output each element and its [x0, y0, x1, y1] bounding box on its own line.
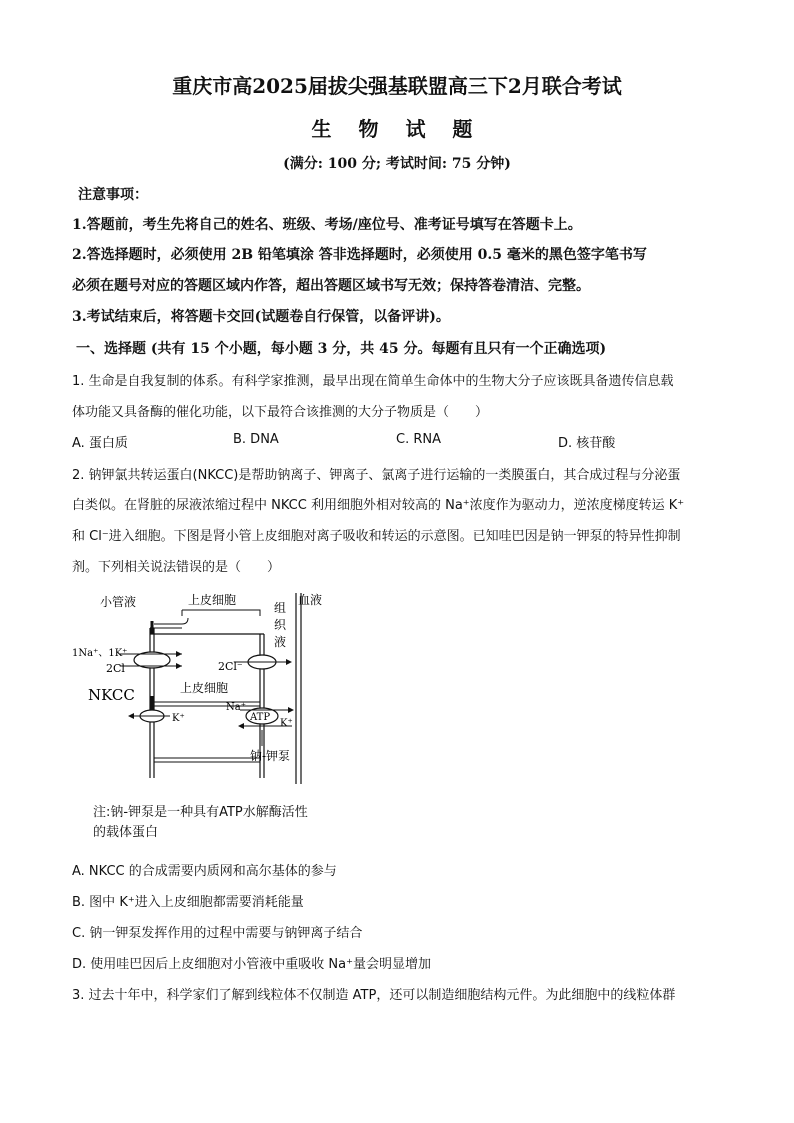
q1-line-1: 1. 生命是自我复制的体系。有科学家推测，最早出现在简单生命体中的生物大分子应该既具备遗传信息载 [72, 374, 674, 389]
label-atp: ATP [250, 712, 271, 723]
q1-line-2: 体功能又具备酶的催化功能，以下最符合该推测的大分子物质是（ ） [72, 405, 489, 420]
exam-title: 重庆市高2025届拔尖强基联盟高三下2月联合考试 [172, 74, 622, 98]
label-nkcc: NKCC [88, 686, 135, 704]
figure-note-2: 的载体蛋白 [93, 825, 159, 840]
label-pump: 钠-钾泵 [250, 749, 291, 763]
label-blood: 血液 [298, 593, 323, 607]
notice-item-2-cont: 必须在题号对应的答题区域内作答，超出答题区域书写无效；保持答卷清洁、完整。 [72, 278, 590, 294]
label-cl-in: 2Cl⁻ [106, 662, 131, 675]
q1-option-b: B. DNA [233, 432, 279, 447]
q2-line-1: 2. 钠钾氯共转运蛋白(NKCC)是帮助钠离子、钾离子、氯离子进行运输的一类膜蛋白，其合成过程与分泌蛋 [72, 468, 681, 483]
q3-line-1: 3. 过去十年中，科学家们了解到线粒体不仅制造 ATP，还可以制造细胞结构元件。为此细胞中的线粒体群 [72, 988, 676, 1003]
notice-item-2: 2.答选择题时，必须使用 2B 铅笔填涂 答非选择题时，必须使用 0.5 毫米的黑色签字笔书写 [72, 247, 647, 263]
label-k-out: K⁺ [172, 713, 185, 724]
label-epi-top: 上皮细胞 [188, 593, 237, 607]
q2-option-c: C. 钠一钾泵发挥作用的过程中需要与钠钾离子结合 [72, 926, 363, 941]
figure-note-1: 注:钠-钾泵是一种具有ATP水解酶活性 [93, 805, 308, 820]
notice-item-1: 1.答题前，考生先将自己的姓名、班级、考场/座位号、准考证号填写在答题卡上。 [72, 217, 582, 233]
label-tissue-2: 织 [274, 618, 287, 632]
label-k-in: K⁺ [280, 718, 293, 729]
subject-title: 生 物 试 题 [311, 117, 483, 141]
q1-option-a: A. 蛋白质 [72, 436, 128, 451]
notice-heading: 注意事项： [78, 187, 148, 203]
label-tissue-3: 液 [274, 635, 287, 649]
label-epi-mid: 上皮细胞 [180, 681, 229, 695]
label-tissue-1: 组 [274, 601, 287, 615]
q2-line-3: 和 Cl⁻进入细胞。下图是肾小管上皮细胞对离子吸收和转运的示意图。已知哇巴因是钠一钾泵的特异性抑制 [72, 529, 681, 544]
q2-option-d: D. 使用哇巴因后上皮细胞对小管液中重吸收 Na⁺量会明显增加 [72, 957, 431, 972]
q1-option-c: C. RNA [396, 432, 441, 447]
kidney-tubule-figure [70, 588, 330, 788]
label-na: Na⁺ [226, 702, 246, 713]
exam-meta: (满分: 100 分; 考试时间: 75 分钟) [283, 156, 511, 172]
q2-option-b: B. 图中 K⁺进入上皮细胞都需要消耗能量 [72, 895, 304, 910]
q2-option-a: A. NKCC 的合成需要内质网和高尔基体的参与 [72, 864, 337, 879]
q1-option-d: D. 核苷酸 [558, 436, 616, 451]
q2-line-4: 剂。下列相关说法错误的是（ ） [72, 560, 281, 575]
label-cl-out: 2Cl⁻ [218, 660, 243, 673]
label-ions-in: 1Na⁺、1K⁺ [72, 648, 128, 659]
notice-item-3: 3.考试结束后，将答题卡交回(试题卷自行保管，以备评讲)。 [72, 309, 450, 325]
section-heading: 一、选择题 (共有 15 个小题，每小题 3 分，共 45 分。每题有且只有一个正确选项) [76, 341, 607, 357]
label-tubule: 小管液 [100, 595, 137, 609]
q2-line-2: 白类似。在肾脏的尿液浓缩过程中 NKCC 利用细胞外相对较高的 Na⁺浓度作为驱动力，逆浓度梯度转运 K⁺ [72, 498, 685, 513]
